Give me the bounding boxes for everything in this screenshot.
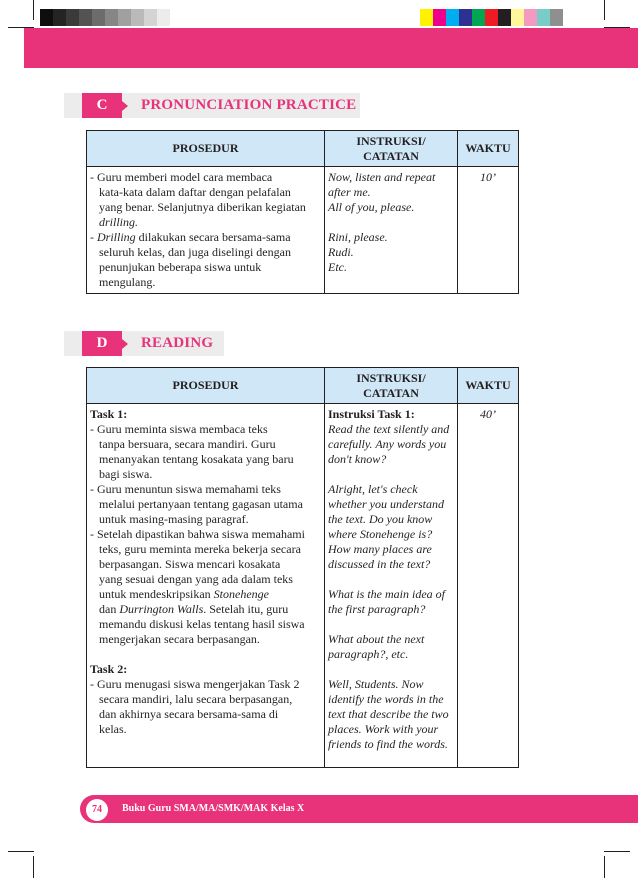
spacer bbox=[328, 572, 454, 587]
swatch bbox=[420, 9, 433, 26]
chevron-right-icon bbox=[122, 101, 128, 111]
crop-mark bbox=[8, 851, 34, 852]
text-line: Rini, please. bbox=[328, 230, 388, 244]
crop-mark bbox=[604, 851, 630, 852]
instruksi-cell bbox=[325, 167, 458, 294]
column-header-instruksi bbox=[325, 131, 458, 167]
header-line: CATATAN bbox=[363, 385, 419, 400]
text-line: Etc. bbox=[328, 260, 347, 274]
text-line: tanpa bersuara, secara mandiri. Guru bbox=[99, 437, 276, 451]
text-fragment: Stonehenge bbox=[213, 587, 269, 601]
text-line: What is the main idea of bbox=[328, 587, 445, 601]
swatch bbox=[472, 9, 485, 26]
text-line: the text. Do you know bbox=[328, 512, 433, 526]
text-line: dan akhirnya secara bersama-sama di bbox=[99, 707, 279, 721]
column-header-instruksi bbox=[325, 368, 458, 404]
column-header-waktu: WAKTU bbox=[458, 368, 519, 404]
text-line: where Stonehenge is? bbox=[328, 527, 433, 541]
swatch bbox=[485, 9, 498, 26]
section-c-header bbox=[64, 93, 360, 118]
swatch bbox=[511, 9, 524, 26]
text-line: places. Work with your bbox=[328, 722, 439, 736]
text-line: bagi siswa. bbox=[99, 467, 153, 481]
text-fragment: dilakukan secara bersama-sama bbox=[135, 230, 291, 244]
spacer bbox=[328, 215, 454, 230]
swatch bbox=[550, 9, 563, 26]
section-title: PRONUNCIATION PRACTICE bbox=[141, 97, 357, 113]
swatch bbox=[433, 9, 446, 26]
book-title: Buku Guru SMA/MA/SMK/MAK Kelas X bbox=[122, 803, 305, 814]
text-line: the first paragraph? bbox=[328, 602, 426, 616]
swatch bbox=[537, 9, 550, 26]
text-line: after me. bbox=[328, 185, 371, 199]
swatch bbox=[524, 9, 537, 26]
text-line: - Guru menugasi siswa mengerjakan Task 2 bbox=[90, 677, 300, 691]
swatch bbox=[53, 9, 66, 26]
crop-mark bbox=[604, 856, 605, 878]
text-line: What about the next bbox=[328, 632, 425, 646]
text-fragment: dan bbox=[99, 602, 120, 616]
text-line: memandu diskusi kelas tentang hasil siswa bbox=[99, 617, 305, 631]
text-fragment: Drilling bbox=[97, 230, 136, 244]
prosedur-cell bbox=[87, 404, 325, 768]
page-number: 74 bbox=[86, 799, 108, 821]
text-line: friends to find the words. bbox=[328, 737, 448, 751]
text-line: carefully. Any words you bbox=[328, 437, 447, 451]
swatch bbox=[498, 9, 511, 26]
header-line: INSTRUKSI/ bbox=[356, 370, 426, 385]
instruksi-title: Instruksi Task 1: bbox=[328, 407, 415, 421]
text-fragment: - bbox=[90, 230, 97, 244]
waktu-cell: 10’ bbox=[458, 167, 519, 294]
text-line bbox=[90, 587, 321, 602]
text-line: - Guru meminta siswa membaca teks bbox=[90, 422, 268, 436]
reading-table bbox=[86, 367, 519, 768]
color-swatches bbox=[420, 9, 563, 26]
swatch bbox=[40, 9, 53, 26]
column-header-prosedur: PROSEDUR bbox=[87, 368, 325, 404]
text-line: whether you understand bbox=[328, 497, 444, 511]
text-fragment: . Setelah itu, guru bbox=[203, 602, 289, 616]
instruksi-cell bbox=[325, 404, 458, 768]
crop-mark bbox=[33, 856, 34, 878]
text-line bbox=[90, 230, 321, 245]
text-line: Rudi. bbox=[328, 245, 354, 259]
swatch bbox=[92, 9, 105, 26]
text-line: yang benar. Selanjutnya diberikan kegiatan bbox=[99, 200, 306, 214]
swatch bbox=[66, 9, 79, 26]
text-line: identify the words in the bbox=[328, 692, 444, 706]
header-band bbox=[24, 28, 638, 68]
column-header-waktu: WAKTU bbox=[458, 131, 519, 167]
spacer bbox=[328, 662, 454, 677]
spacer bbox=[328, 617, 454, 632]
text-line: penunjukan beberapa siswa untuk bbox=[99, 260, 262, 274]
text-fragment: untuk mendeskripsikan bbox=[99, 587, 214, 601]
text-line: - Guru menuntun siswa memahami teks bbox=[90, 482, 281, 496]
text-fragment: Durrington Walls bbox=[119, 602, 204, 616]
swatch bbox=[157, 9, 170, 26]
crop-mark bbox=[604, 0, 605, 20]
swatch bbox=[459, 9, 472, 26]
swatch bbox=[131, 9, 144, 26]
section-d-header bbox=[64, 331, 224, 356]
text-line: berpasangan. Siswa mencari kosakata bbox=[99, 557, 281, 571]
task-title: Task 1: bbox=[90, 407, 128, 421]
swatch bbox=[446, 9, 459, 26]
text-line: text that describe the two bbox=[328, 707, 449, 721]
section-letter: C bbox=[82, 93, 122, 118]
grayscale-swatches bbox=[40, 9, 183, 26]
text-line: All of you, please. bbox=[328, 200, 415, 214]
text-line: - Setelah dipastikan bahwa siswa memahami bbox=[90, 527, 305, 541]
text-line: mengulang. bbox=[99, 275, 156, 289]
spacer bbox=[328, 467, 454, 482]
swatch bbox=[105, 9, 118, 26]
section-title: READING bbox=[141, 335, 214, 351]
swatch bbox=[144, 9, 157, 26]
text-line: untuk masing-masing paragraf. bbox=[99, 512, 249, 526]
header-line: CATATAN bbox=[363, 148, 419, 163]
text-line: How many places are bbox=[328, 542, 432, 556]
column-header-prosedur: PROSEDUR bbox=[87, 131, 325, 167]
swatch bbox=[170, 9, 183, 26]
text-line: - Guru memberi model cara membaca bbox=[90, 170, 273, 184]
text-line: teks, guru meminta mereka bekerja secara bbox=[99, 542, 301, 556]
text-line: yang sesuai dengan yang ada dalam teks bbox=[99, 572, 293, 586]
header-line: INSTRUKSI/ bbox=[356, 133, 426, 148]
prosedur-cell bbox=[87, 167, 325, 294]
swatch bbox=[79, 9, 92, 26]
text-line: kata-kata dalam daftar dengan pelafalan bbox=[99, 185, 291, 199]
text-line bbox=[90, 602, 321, 617]
text-line: drilling. bbox=[99, 215, 139, 229]
spacer bbox=[90, 647, 321, 662]
text-line: Well, Students. Now bbox=[328, 677, 424, 691]
text-line: kelas. bbox=[99, 722, 127, 736]
crop-mark bbox=[33, 0, 34, 20]
text-line: paragraph?, etc. bbox=[328, 647, 409, 661]
section-letter: D bbox=[82, 331, 122, 356]
text-line: secara mandiri, lalu secara berpasangan, bbox=[99, 692, 293, 706]
text-line: menanyakan tentang kosakata yang baru bbox=[99, 452, 294, 466]
text-line: Alright, let's check bbox=[328, 482, 418, 496]
pronunciation-table bbox=[86, 130, 519, 294]
text-line: seluruh kelas, dan juga diselingi dengan bbox=[99, 245, 291, 259]
swatch bbox=[118, 9, 131, 26]
text-line: melalui pertanyaan tentang gagasan utama bbox=[99, 497, 303, 511]
chevron-right-icon bbox=[122, 339, 128, 349]
waktu-cell: 40’ bbox=[458, 404, 519, 768]
text-line: don't know? bbox=[328, 452, 387, 466]
text-line: discussed in the text? bbox=[328, 557, 431, 571]
text-line: mengerjakan secara berpasangan. bbox=[99, 632, 260, 646]
text-line: Now, listen and repeat bbox=[328, 170, 436, 184]
text-line: Read the text silently and bbox=[328, 422, 450, 436]
task-title: Task 2: bbox=[90, 662, 128, 676]
